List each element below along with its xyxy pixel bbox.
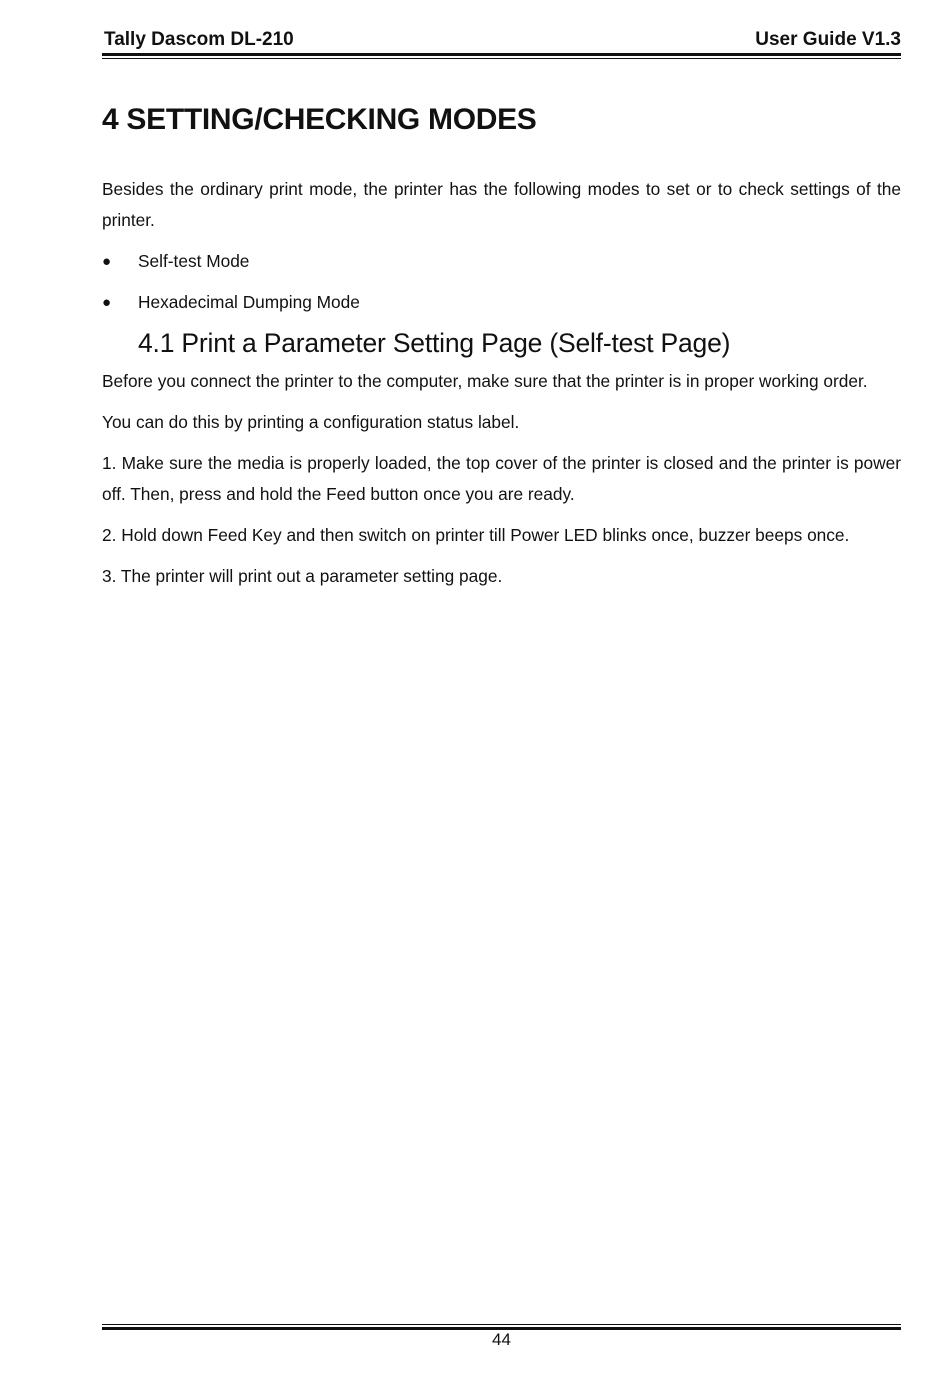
paragraph: You can do this by printing a configuration status label.: [102, 412, 520, 432]
bullet-icon: ●: [102, 294, 112, 311]
mode-list: [102, 246, 901, 318]
paragraph: Before you connect the printer to the computer, make sure that the printer is in proper working order.: [102, 371, 868, 391]
list-item: [102, 287, 901, 318]
section-title: 4.1 Print a Parameter Setting Page (Self-test Page): [138, 328, 731, 358]
bullet-icon: ●: [102, 253, 112, 270]
page-number: 44: [492, 1330, 511, 1349]
list-item-label: Self-test Mode: [138, 251, 250, 271]
header-rule-thin: [102, 58, 901, 59]
page-header: [102, 28, 901, 52]
paragraph: 3. The printer will print out a parameter setting page.: [102, 566, 503, 586]
paragraph: 1. Make sure the media is properly loaded, the top cover of the printer is closed and the printer is power off. Then, press and hold the Feed button once you are ready.: [102, 453, 901, 504]
paragraph: 2. Hold down Feed Key and then switch on printer till Power LED blinks once, buzzer beeps once.: [102, 525, 850, 545]
header-guide-version: User Guide V1.3: [755, 29, 901, 50]
chapter-title: 4 SETTING/CHECKING MODES: [102, 103, 537, 136]
list-item: [102, 246, 901, 277]
chapter-intro: Besides the ordinary print mode, the printer has the following modes to set or to check settings of the printer.: [102, 179, 901, 230]
footer-rule-thin: [102, 1324, 901, 1325]
page-body: [102, 96, 901, 592]
list-item-label: Hexadecimal Dumping Mode: [138, 292, 360, 312]
header-document-title: Tally Dascom DL-210: [104, 29, 294, 50]
header-rule-thick: [102, 53, 901, 56]
